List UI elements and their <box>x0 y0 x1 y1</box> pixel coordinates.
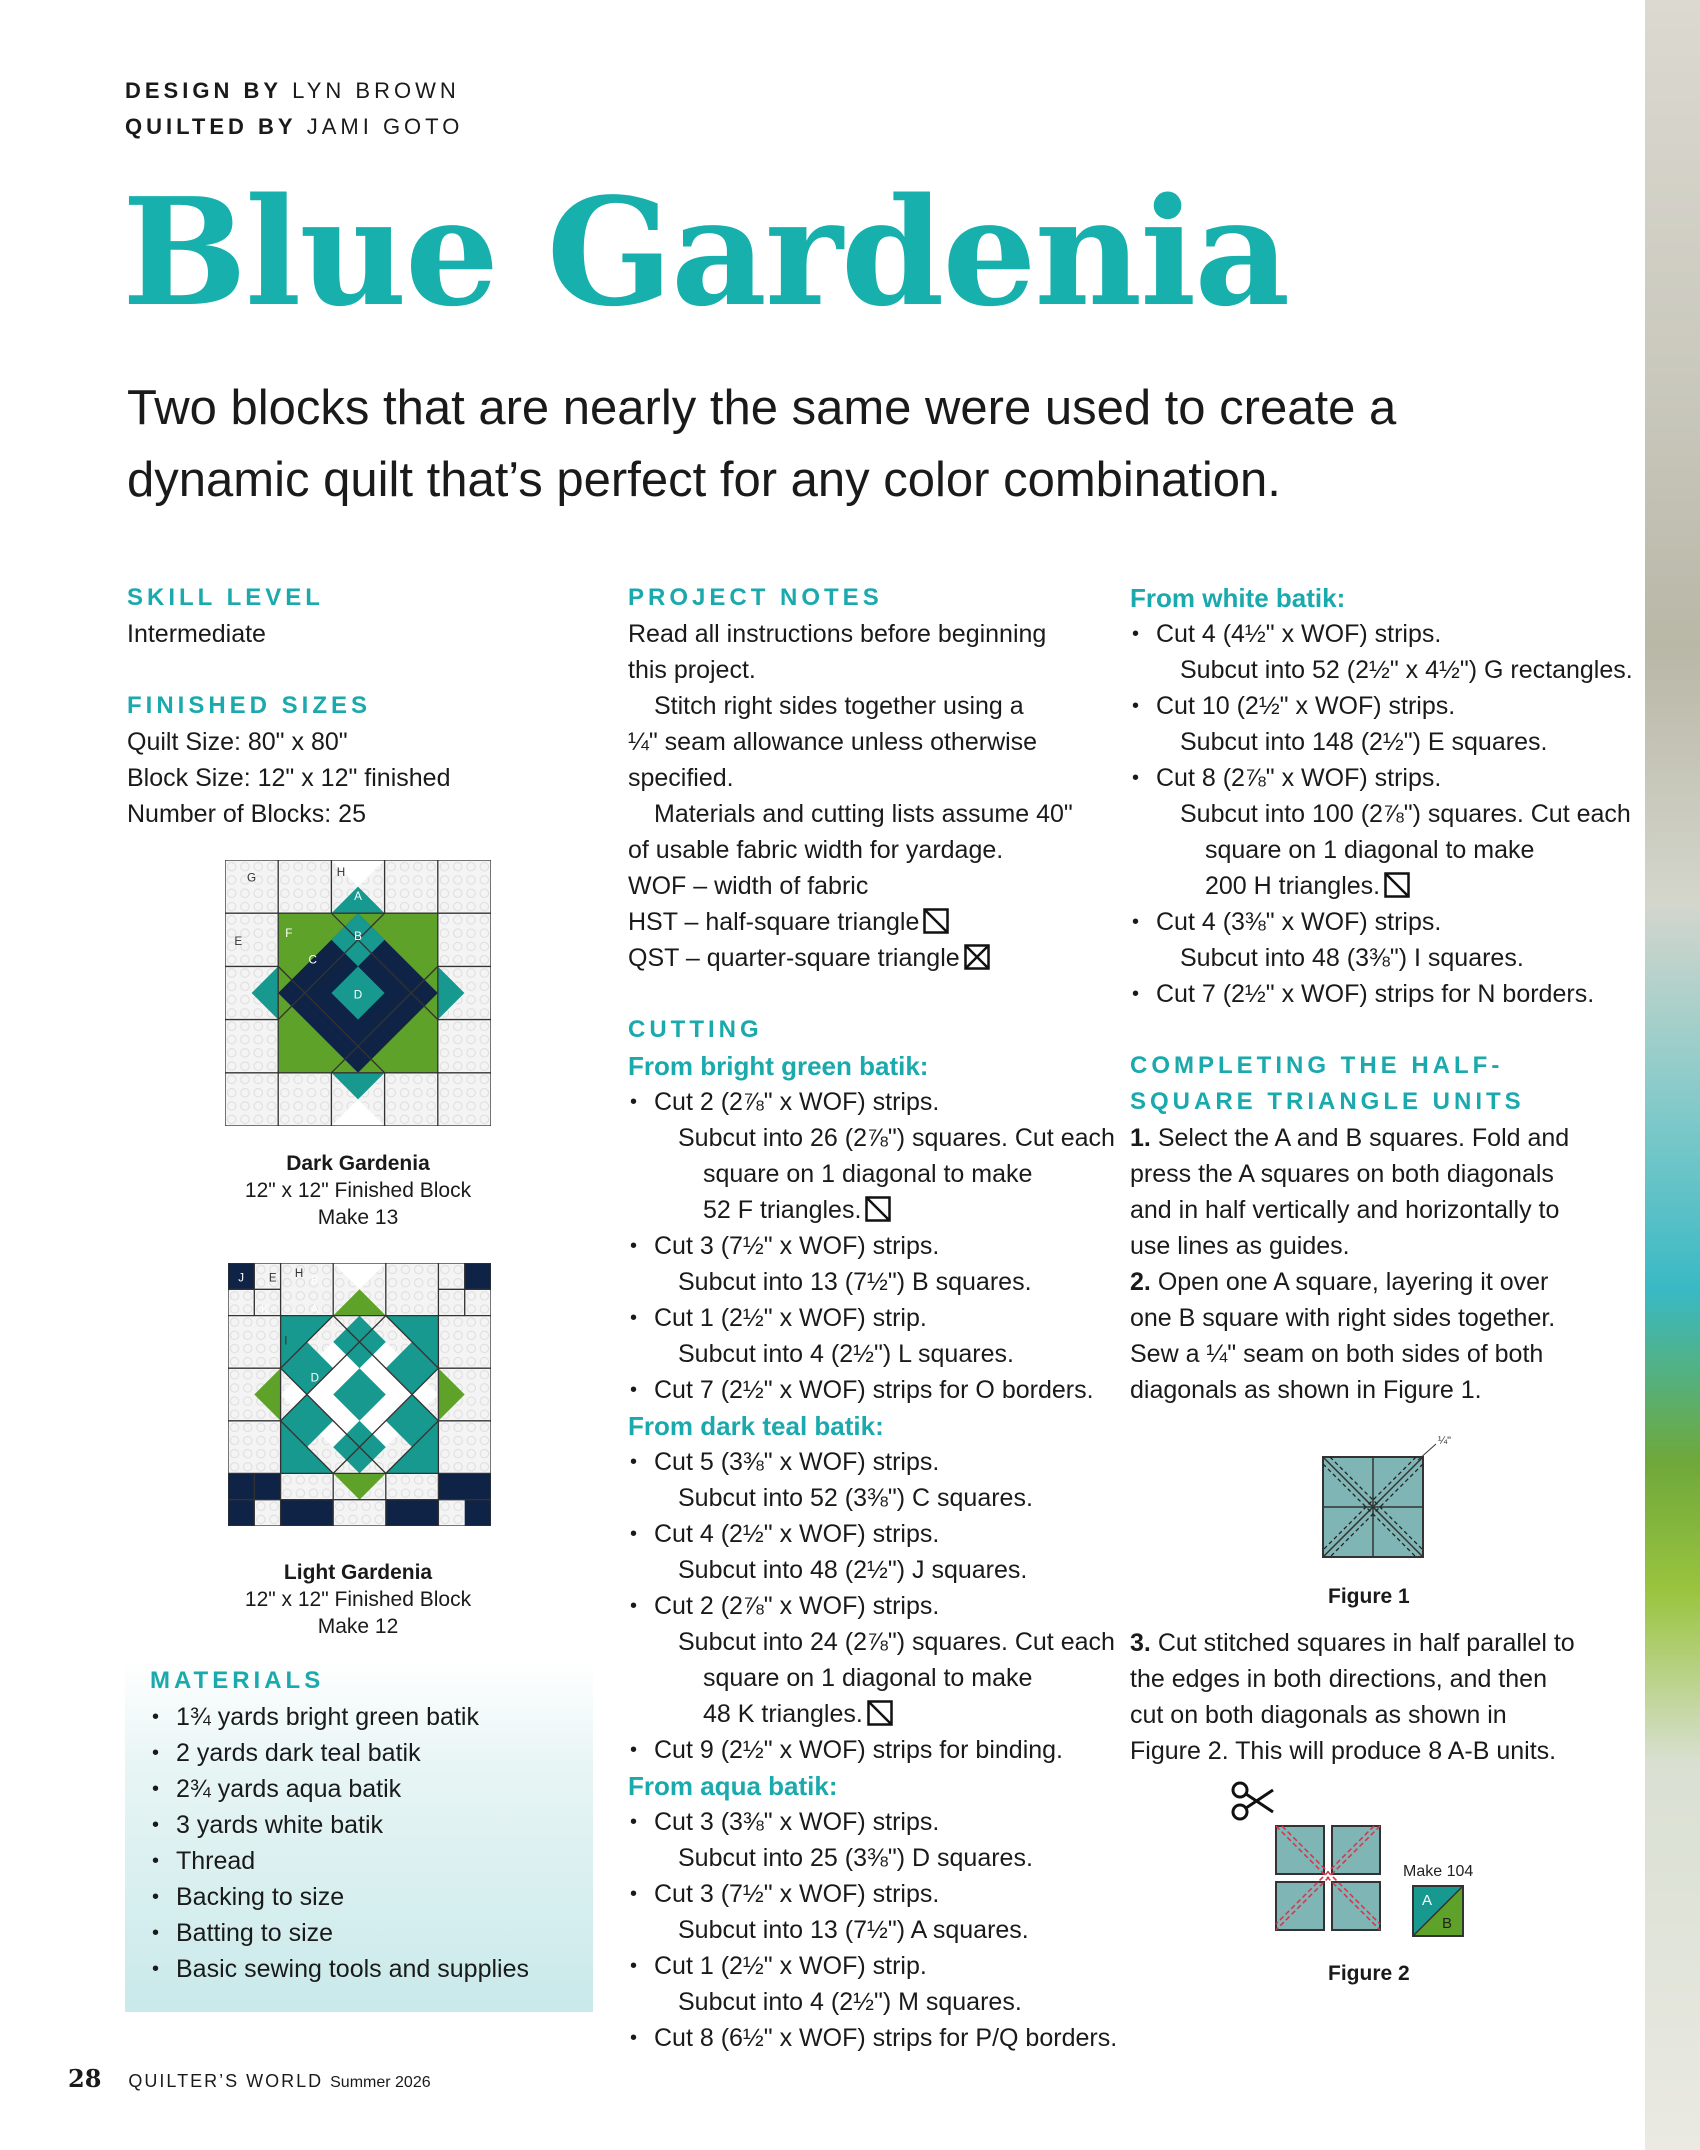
page-footer <box>68 2064 431 2093</box>
figure-2-diagram <box>1228 1778 1528 1948</box>
skill-heading: SKILL LEVEL <box>127 584 324 611</box>
block-letter <box>285 927 292 940</box>
dark-gardenia-block <box>225 860 491 1126</box>
unit-letter-b: B <box>1442 1915 1453 1932</box>
block-letter <box>354 890 362 903</box>
hst-heading-line2: SQUARE TRIANGLE UNITS <box>1130 1088 1525 1115</box>
subtitle: Two blocks that are nearly the same were used to create a dynamic quilt that’s perfect for any color combination. <box>127 381 1397 507</box>
subcut-line: Subcut into 25 (3⅜") D squares. <box>678 1844 1033 1872</box>
design-credit: DESIGN BY LYN BROWN <box>125 78 460 103</box>
step-line: the edges in both directions, and then <box>1130 1665 1547 1693</box>
block-letter <box>309 954 317 967</box>
subcut-line: 48 K triangles. <box>628 1696 1117 1732</box>
step-line: cut on both diagonals as shown in <box>1130 1701 1507 1729</box>
list-item: • Backing to size <box>150 1879 529 1915</box>
decorative-photo-strip <box>1645 0 1700 2150</box>
abbreviation: WOF – width of fabric <box>628 872 869 900</box>
quilted-credit: QUILTED BY JAMI GOTO <box>125 114 464 139</box>
subcut-line: Subcut into 13 (7½") B squares. <box>678 1268 1032 1296</box>
step-3: 3. Cut stitched squares in half parallel to <box>1130 1629 1575 1657</box>
white-batik-heading: From white batik: <box>1130 583 1346 613</box>
list-item: • Thread <box>150 1843 529 1879</box>
block-letter <box>269 1272 277 1284</box>
list-item: • 2 yards dark teal batik <box>150 1735 529 1771</box>
block-letter <box>261 1304 269 1316</box>
cut-item: • Cut 8 (6½" x WOF) strips for P/Q borders. <box>628 2020 1117 2056</box>
subcut-line: square on 1 diagonal to make <box>1205 836 1535 864</box>
qst-icon <box>964 944 990 970</box>
hst-icon <box>867 1700 893 1726</box>
cut-item: • Cut 4 (4½" x WOF) strips. <box>1130 616 1633 652</box>
figure-2-caption: Figure 2 <box>1328 1962 1410 1985</box>
light-gardenia-block <box>228 1263 491 1526</box>
step-line: Sew a ¼" seam on both sides of both <box>1130 1340 1544 1368</box>
subcut-line: Subcut into 24 (2⅞") squares. Cut each <box>678 1628 1115 1656</box>
note-line: Materials and cutting lists assume 40" <box>654 800 1073 828</box>
cut-item: • Cut 5 (3⅜" x WOF) strips. <box>628 1444 1117 1480</box>
light-block-caption: Light Gardenia 12" x 12" Finished Block Make 12 <box>244 1561 472 1638</box>
cut-item: • Cut 7 (2½" x WOF) strips for O borders. <box>628 1372 1117 1408</box>
subcut-line: Subcut into 48 (3⅜") I squares. <box>1180 944 1524 972</box>
subcut-line: 200 H triangles. <box>1130 868 1633 904</box>
page-number: 28 <box>68 2064 102 2093</box>
cut-item: • Cut 9 (2½" x WOF) strips for binding. <box>628 1732 1117 1768</box>
teal-batik-heading: From dark teal batik: <box>628 1411 884 1441</box>
block-letter <box>234 935 242 948</box>
subcut-line: Subcut into 52 (2½" x 4½") G rectangles. <box>1180 656 1633 684</box>
middle-column <box>628 580 1117 2056</box>
finished-sizes-heading: FINISHED SIZES <box>127 692 372 719</box>
skill-value: Intermediate <box>127 620 266 648</box>
subcut-line: Subcut into 13 (7½") A squares. <box>678 1916 1029 1944</box>
step-line: Figure 2. This will produce 8 A-B units. <box>1130 1737 1557 1765</box>
note-line: specified. <box>628 764 734 792</box>
step-1: 1. Select the A and B squares. Fold and <box>1130 1124 1570 1152</box>
block-letter <box>284 1336 287 1348</box>
hst-icon <box>923 908 949 934</box>
step-3-block <box>1130 1625 1575 1769</box>
step-line: diagonals as shown in Figure 1. <box>1130 1376 1482 1404</box>
cut-item: • Cut 1 (2½" x WOF) strip. <box>628 1948 1117 1984</box>
note-line: Read all instructions before beginning <box>628 620 1047 648</box>
green-batik-heading: From bright green batik: <box>628 1051 929 1081</box>
dark-block-caption: Dark Gardenia 12" x 12" Finished Block Make 13 <box>244 1152 472 1229</box>
note-line: Stitch right sides together using a <box>654 692 1024 720</box>
aqua-batik-heading: From aqua batik: <box>628 1771 838 1801</box>
right-column <box>1130 580 1633 1408</box>
step-line: press the A squares on both diagonals <box>1130 1160 1554 1188</box>
step-line: one B square with right sides together. <box>1130 1304 1556 1332</box>
block-letter <box>311 1304 319 1316</box>
list-item: • 2¾ yards aqua batik <box>150 1771 529 1807</box>
cut-item: • Cut 3 (3⅜" x WOF) strips. <box>628 1804 1117 1840</box>
subcut-line: Subcut into 4 (2½") M squares. <box>678 1988 1022 2016</box>
number-of-blocks: Number of Blocks: 25 <box>127 800 366 828</box>
block-letter <box>238 1272 244 1284</box>
subcut-line: Subcut into 148 (2½") E squares. <box>1180 728 1548 756</box>
subcut-line: Subcut into 100 (2⅞") squares. Cut each <box>1180 800 1631 828</box>
cut-item: • Cut 1 (2½" x WOF) strip. <box>628 1300 1117 1336</box>
note-line: of usable fabric width for yardage. <box>628 836 1004 864</box>
block-letter <box>354 930 362 943</box>
abbreviation: HST – half-square triangle <box>628 904 1117 940</box>
page-title: Blue Gardenia <box>122 165 1289 339</box>
step-line: use lines as guides. <box>1130 1232 1350 1260</box>
subcut-line: square on 1 diagonal to make <box>703 1160 1033 1188</box>
unit-letter-a: A <box>1422 1892 1433 1909</box>
block-letter <box>354 988 362 1001</box>
materials-heading: MATERIALS <box>150 1667 325 1694</box>
make-count: Make 104 <box>1403 1863 1474 1880</box>
hst-icon <box>1384 872 1410 898</box>
cut-item: • Cut 10 (2½" x WOF) strips. <box>1130 688 1633 724</box>
list-item: • Basic sewing tools and supplies <box>150 1951 529 1987</box>
cut-item: • Cut 2 (2⅞" x WOF) strips. <box>628 1588 1117 1624</box>
subcut-line: square on 1 diagonal to make <box>703 1664 1033 1692</box>
issue-date: Summer 2026 <box>330 2074 431 2091</box>
step-2: 2. Open one A square, layering it over <box>1130 1268 1549 1296</box>
subcut-line: Subcut into 4 (2½") L squares. <box>678 1340 1014 1368</box>
cut-item: • Cut 3 (7½" x WOF) strips. <box>628 1228 1117 1264</box>
note-line: ¼" seam allowance unless otherwise <box>628 728 1038 756</box>
block-letter <box>295 1268 303 1280</box>
hst-heading: COMPLETING THE HALF- <box>1130 1052 1504 1079</box>
cut-item: • Cut 4 (2½" x WOF) strips. <box>628 1516 1117 1552</box>
list-item: • 3 yards white batik <box>150 1807 529 1843</box>
cut-item: • Cut 4 (3⅜" x WOF) strips. <box>1130 904 1633 940</box>
block-letter <box>311 1372 319 1384</box>
block-letter <box>311 1275 319 1287</box>
cutting-heading: CUTTING <box>628 1016 763 1043</box>
figure-1-diagram <box>1318 1430 1468 1560</box>
abbreviation: QST – quarter-square triangle <box>628 940 1117 976</box>
magazine-name: QUILTER’S WORLD <box>128 2071 324 2091</box>
quilt-size: Quilt Size: 80" x 80" <box>127 728 348 756</box>
scissors-icon <box>1233 1783 1273 1819</box>
hst-icon <box>865 1196 891 1222</box>
figure-1-caption: Figure 1 <box>1328 1585 1410 1608</box>
seam-note: ¼" <box>1438 1435 1452 1447</box>
subcut-line: Subcut into 52 (3⅜") C squares. <box>678 1484 1033 1512</box>
cut-item: • Cut 7 (2½" x WOF) strips for N borders. <box>1130 976 1633 1012</box>
cut-item: • Cut 3 (7½" x WOF) strips. <box>628 1876 1117 1912</box>
cut-item: • Cut 8 (2⅞" x WOF) strips. <box>1130 760 1633 796</box>
step-line: and in half vertically and horizontally to <box>1130 1196 1560 1224</box>
subcut-line: Subcut into 48 (2½") J squares. <box>678 1556 1028 1584</box>
note-line: this project. <box>628 656 756 684</box>
block-size: Block Size: 12" x 12" finished <box>127 764 451 792</box>
list-item: • Batting to size <box>150 1915 529 1951</box>
list-item: • 1¾ yards bright green batik <box>150 1699 529 1735</box>
block-letter <box>247 871 256 884</box>
subcut-line: 52 F triangles. <box>628 1192 1117 1228</box>
materials-list <box>150 1663 529 1987</box>
block-letter <box>337 866 345 879</box>
project-notes-heading: PROJECT NOTES <box>628 584 883 611</box>
subcut-line: Subcut into 26 (2⅞") squares. Cut each <box>678 1124 1115 1152</box>
left-column <box>127 580 450 832</box>
cut-item: • Cut 2 (2⅞" x WOF) strips. <box>628 1084 1117 1120</box>
